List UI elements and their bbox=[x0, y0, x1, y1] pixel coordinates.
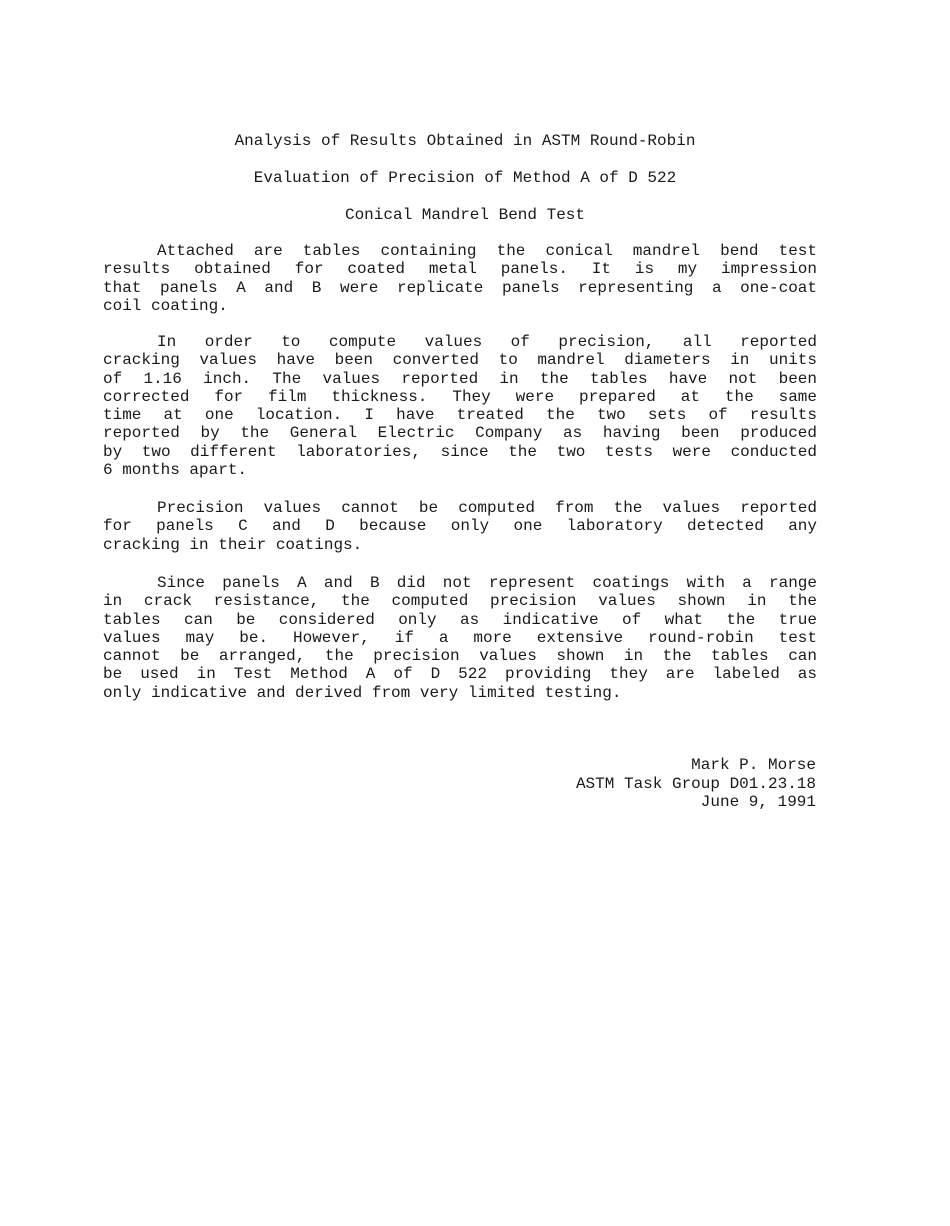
paragraph-line: for panels C and D because only one laboratory detected any bbox=[103, 517, 817, 536]
paragraph-line: corrected for film thickness. They were prepared at the same bbox=[103, 387, 817, 406]
paragraph-line: tables can be considered only as indicative of what the true bbox=[103, 610, 817, 629]
document-test-name: Conical Mandrel Bend Test bbox=[344, 206, 586, 224]
signature-date: June 9, 1991 bbox=[700, 793, 816, 811]
signature-name: Mark P. Morse bbox=[691, 756, 816, 774]
document-title: Analysis of Results Obtained in ASTM Round-Robin bbox=[234, 132, 696, 150]
signature-block bbox=[576, 756, 816, 812]
paragraph-line: Attached are tables containing the conical mandrel bend test bbox=[157, 242, 817, 260]
signature-organization: ASTM Task Group D01.23.18 bbox=[575, 774, 816, 793]
paragraph-line: reported by the General Electric Company as having been produced bbox=[103, 424, 817, 443]
paragraph-limited-testing bbox=[103, 574, 817, 702]
paragraph-line: cannot be arranged, the precision values shown in the tables can bbox=[103, 647, 817, 666]
paragraph-line: Since panels A and B did not represent coatings with a range bbox=[157, 574, 817, 592]
paragraph-line: results obtained for coated metal panels. It is my impression bbox=[103, 260, 817, 279]
document-subtitle: Evaluation of Precision of Method A of D 522 bbox=[253, 169, 677, 187]
paragraph-line: only indicative and derived from very limited testing. bbox=[103, 683, 622, 702]
paragraph-line: that panels A and B were replicate panels representing a one-coat bbox=[103, 278, 817, 297]
paragraph-line: time at one location. I have treated the two sets of results bbox=[103, 406, 817, 425]
paragraph-line: coil coating. bbox=[103, 296, 228, 315]
paragraph-line: in crack resistance, the computed precision values shown in the bbox=[103, 592, 817, 611]
paragraph-panels-c-d bbox=[103, 499, 817, 554]
paragraph-line: be used in Test Method A of D 522 providing they are labeled as bbox=[103, 665, 817, 684]
paragraph-line: In order to compute values of precision, all reported bbox=[157, 333, 817, 351]
paragraph-line: values may be. However, if a more extensive round-robin test bbox=[103, 628, 817, 647]
paragraph-line: cracking values have been converted to mandrel diameters in units bbox=[103, 351, 817, 370]
paragraph-line: of 1.16 inch. The values reported in the tables have not been bbox=[103, 369, 817, 388]
paragraph-line: cracking in their coatings. bbox=[103, 535, 363, 554]
paragraph-attached-tables bbox=[103, 242, 817, 315]
paragraph-line: Precision values cannot be computed from the values reported bbox=[157, 499, 817, 517]
paragraph-compute-precision bbox=[103, 333, 817, 479]
paragraph-line: 6 months apart. bbox=[103, 461, 248, 480]
paragraph-line: by two different laboratories, since the two tests were conducted bbox=[103, 442, 817, 461]
